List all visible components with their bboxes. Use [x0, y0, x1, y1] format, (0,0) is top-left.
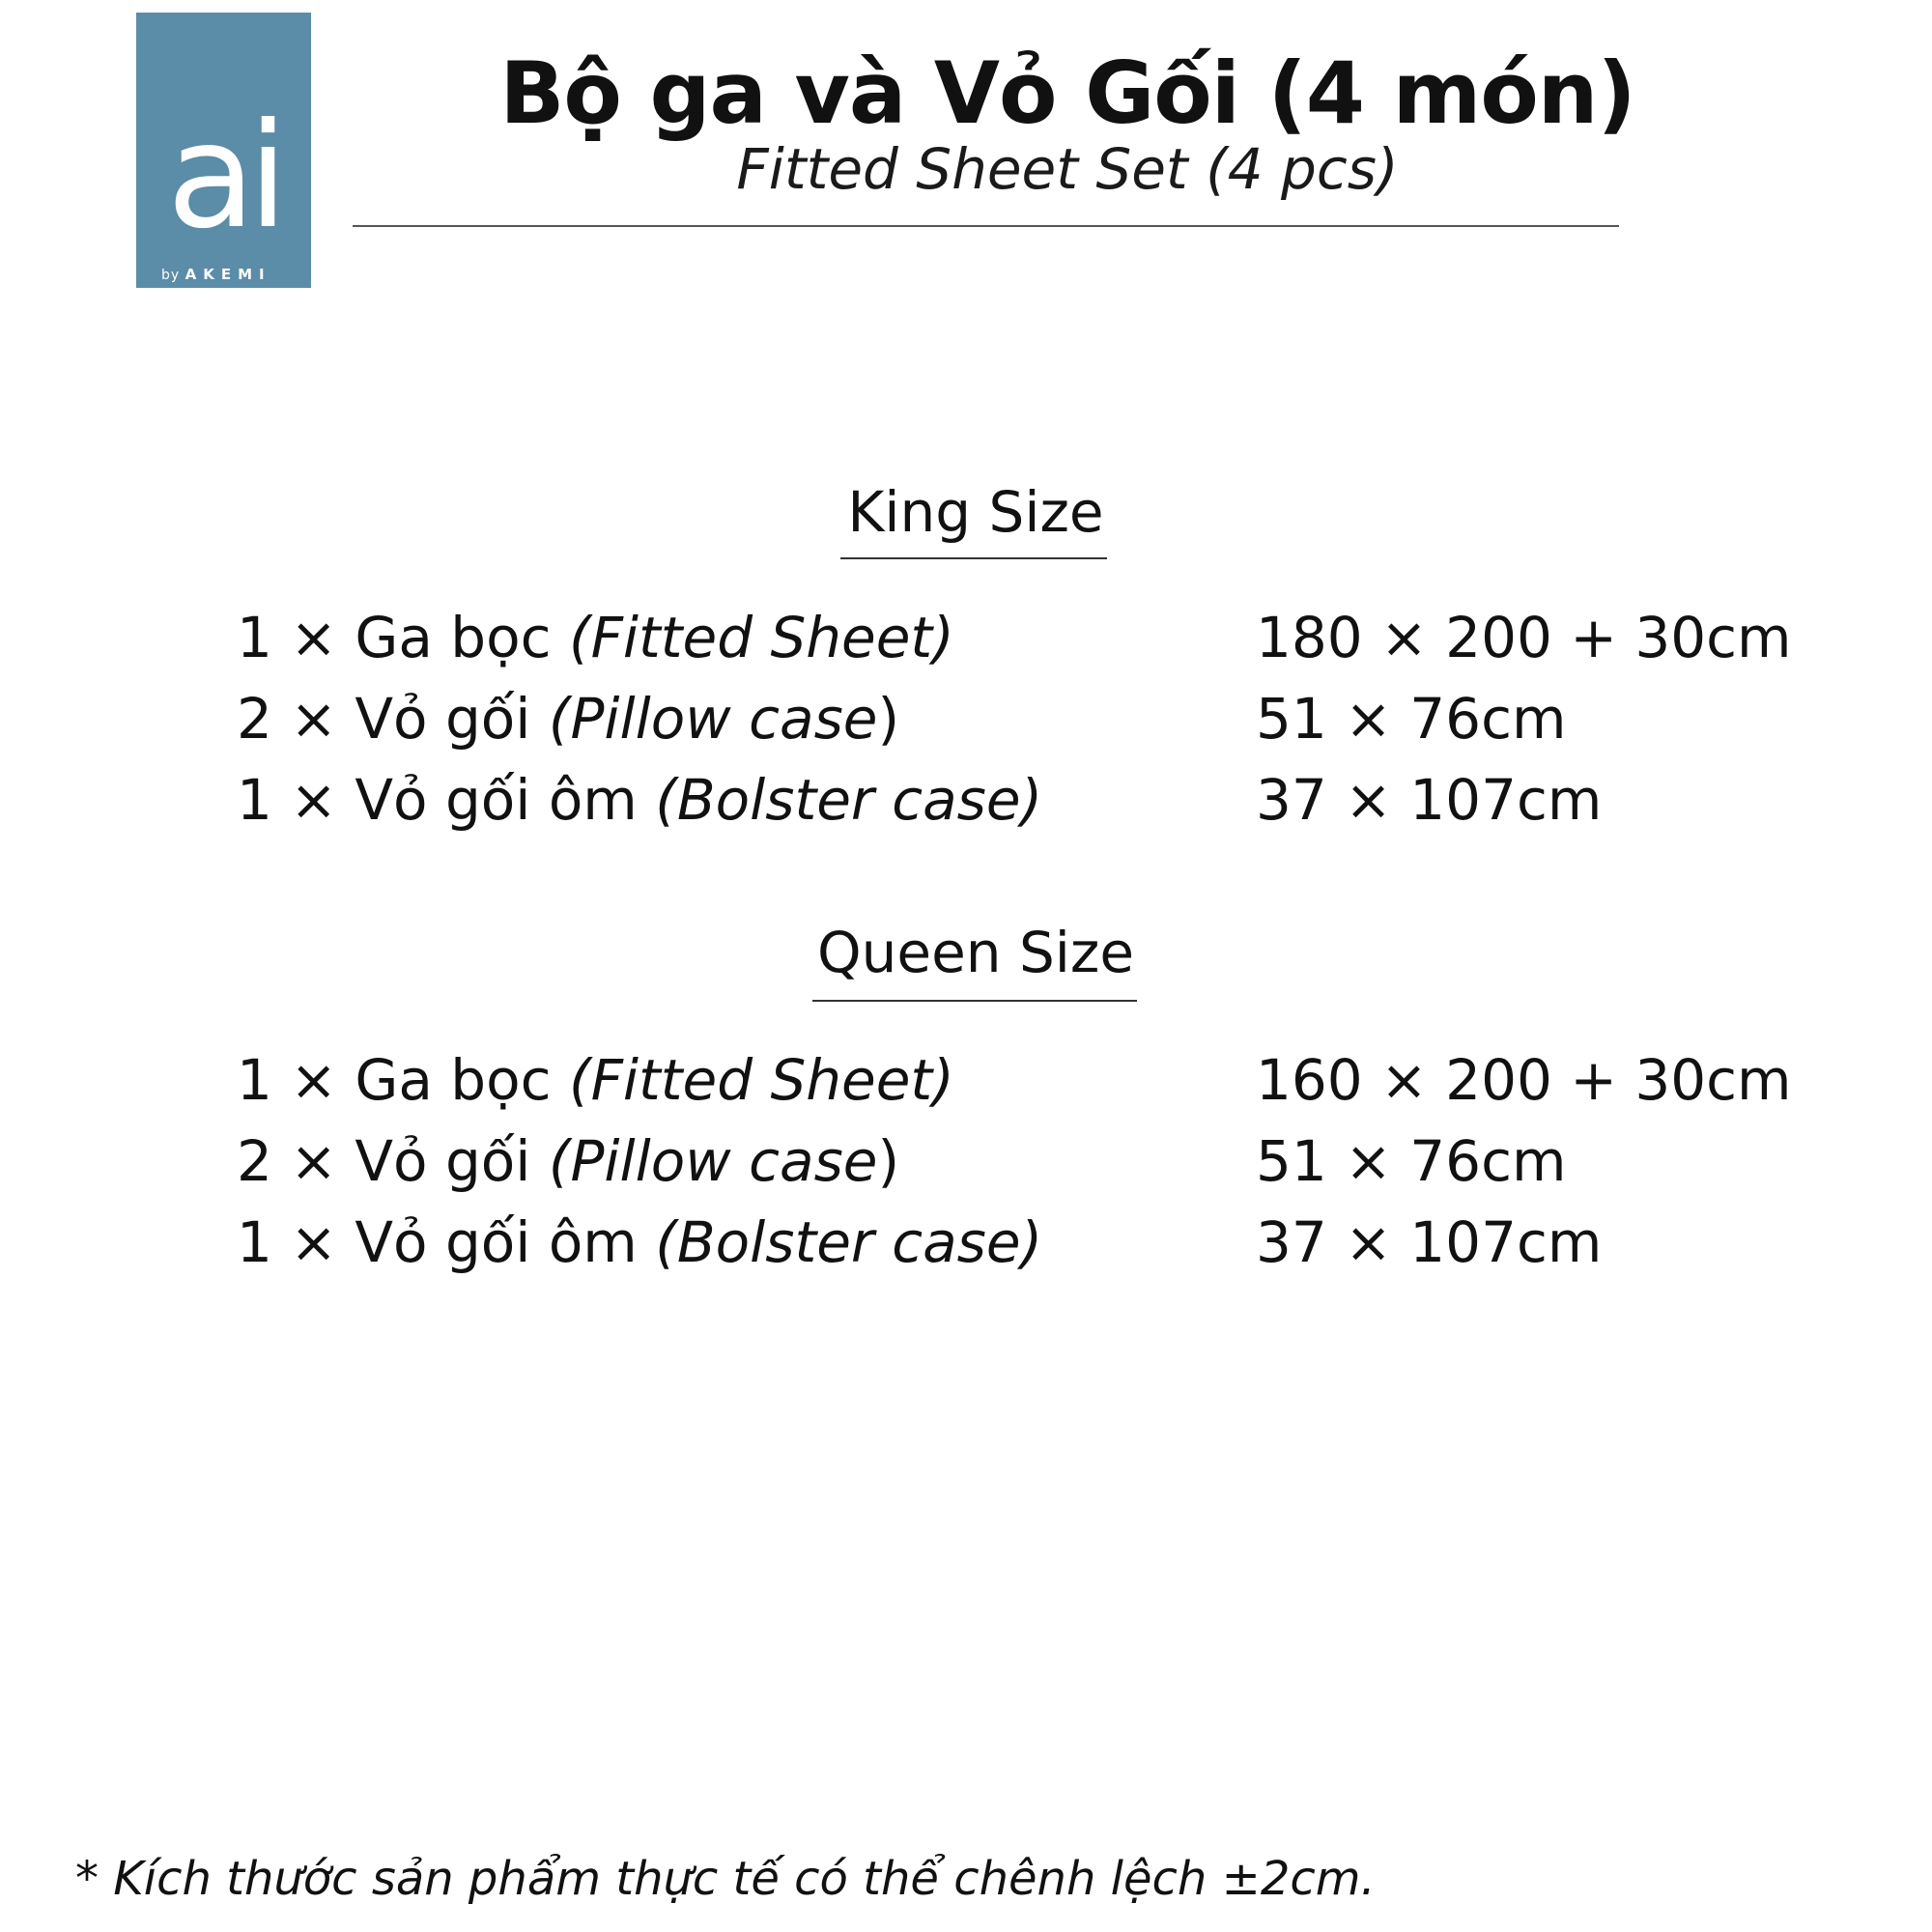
item-en: (Pillow case	[548, 686, 878, 752]
queen-row-fitted-sheet	[237, 1039, 1792, 1121]
item-tail: )	[877, 1128, 900, 1194]
brand-logo	[136, 13, 311, 288]
item-qty: 2 × Vỏ gối	[237, 1128, 531, 1194]
item-description	[237, 1039, 954, 1121]
item-en: (Fitted Sheet)	[568, 605, 954, 670]
queen-row-pillow-case	[237, 1121, 1782, 1202]
king-row-pillow-case	[237, 678, 1782, 759]
item-size: 160 × 200 + 30cm	[1256, 1047, 1792, 1113]
page-subtitle: Fitted Sheet Set (4 pcs)	[736, 136, 1399, 202]
item-size: 51 × 76cm	[1256, 686, 1567, 752]
item-en: (Bolster case)	[655, 1209, 1043, 1275]
size-tolerance-note: * Kích thước sản phẩm thực tế có thể chênh lệch ±2cm.	[75, 1852, 1376, 1906]
item-en: (Fitted Sheet)	[568, 1047, 954, 1113]
item-size: 51 × 76cm	[1256, 1128, 1567, 1194]
item-description	[237, 1202, 1042, 1283]
section-divider-queen	[812, 1000, 1137, 1002]
item-en: (Bolster case)	[655, 767, 1043, 833]
logo-by-text: by	[161, 268, 181, 283]
item-qty: 1 × Ga bọc	[237, 1047, 552, 1113]
item-description	[237, 597, 954, 678]
logo-wordmark: ai	[166, 93, 281, 261]
item-qty: 1 × Vỏ gối ôm	[237, 1209, 638, 1275]
item-tail: )	[877, 686, 900, 752]
section-title-king: King Size	[847, 479, 1104, 545]
logo-byline	[161, 266, 271, 283]
item-size: 37 × 107cm	[1256, 767, 1603, 833]
item-size: 180 × 200 + 30cm	[1256, 605, 1792, 670]
item-description	[237, 678, 899, 759]
logo-brand-name: AKEMI	[185, 266, 271, 283]
item-qty: 1 × Ga bọc	[237, 605, 552, 670]
queen-row-bolster-case	[237, 1202, 1782, 1283]
king-row-bolster-case	[237, 759, 1782, 840]
item-qty: 1 × Vỏ gối ôm	[237, 767, 638, 833]
page-title: Bộ ga và Vỏ Gối (4 món)	[499, 43, 1635, 143]
header-divider	[353, 225, 1619, 227]
item-description	[237, 759, 1042, 840]
king-row-fitted-sheet	[237, 597, 1792, 678]
item-description	[237, 1121, 899, 1202]
item-en: (Pillow case	[548, 1128, 878, 1194]
section-title-queen: Queen Size	[816, 920, 1135, 985]
item-size: 37 × 107cm	[1256, 1209, 1603, 1275]
section-divider-king	[840, 557, 1107, 559]
item-qty: 2 × Vỏ gối	[237, 686, 531, 752]
